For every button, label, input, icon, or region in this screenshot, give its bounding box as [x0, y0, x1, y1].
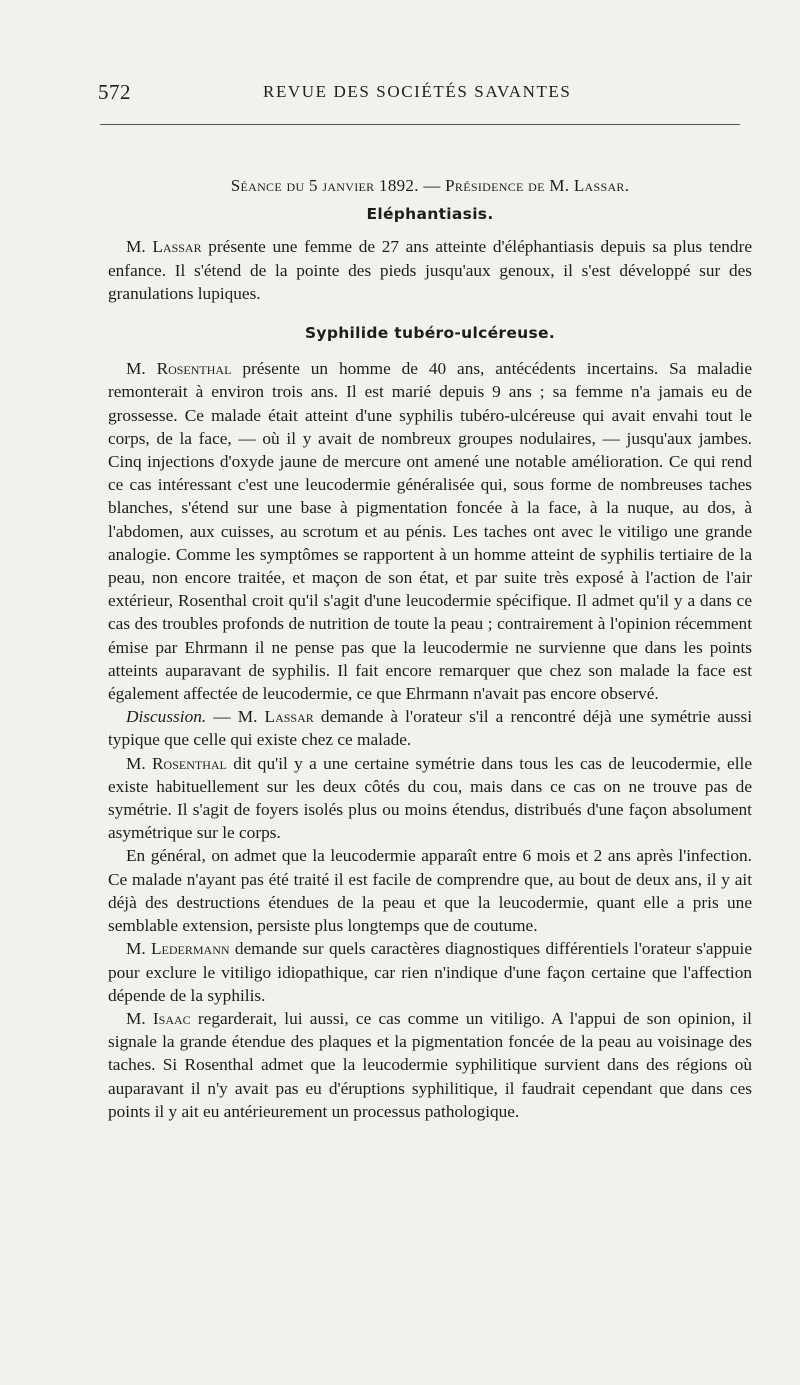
- paragraph: [108, 357, 752, 705]
- paragraph-text: demande à l'orateur s'il a rencontré déjà une symétrie aussi typique que celle qui existe chez ce malade.: [108, 707, 752, 750]
- paragraph-text: présente un homme de 40 ans, antécédents incertains. Sa maladie remonterait à environ trois ans. Il est marié depuis 9 ans ; sa femme n'a jamais eu de grossesse. Ce malade était atteint d'une syphilis tubéro-ulcéreuse qui avait envahi tout le corps, de la face, — où il y avait de nombreux groupes nodulaires, — jusqu'aux jambes. Cinq injections d'oxyde jaune de mercure ont amené une notable amélioration. Ce qui rend ce cas intéressant c'est une leucodermie généralisée qui, sous forme de nombreuses taches blanches, s'étend sur une base à pigmentation foncée à la face, à la nuque, au dos, à l'abdomen, aux cuisses, au scrotum et au pénis. Les taches ont avec le vitiligo une grande analogie. Comme les symptômes se rapportent à un homme atteint de syphilis tertiaire de la peau, non encore traitée, et maçon de son état, et par suite très exposé à l'action de l'air extérieur, Rosenthal croit qu'il s'agit d'une leucodermie spécifique. Il admet qu'il y a dans ce cas des troubles profonds de nutrition de toute la peau ; contrairement à l'opinion récemment émise par Ehrmann il ne pense pas que la leucodermie ne survienne que dans les points atteints auparavant de syphilis. Il fait encore remarquer que chez son malade la face est également affectée de leucodermie, ce que Ehrmann n'avait pas encore observé.: [108, 359, 752, 704]
- journal-title: REVUE DES SOCIÉTÉS SAVANTES: [263, 82, 572, 101]
- section-title-syphilide: Syphilide tubéro-ulcéreuse.: [304, 324, 556, 343]
- paragraph: [108, 705, 752, 751]
- speaker-name: M. Rosenthal: [126, 753, 227, 773]
- speaker-name: M. Rosenthal: [126, 359, 232, 379]
- paragraph: [108, 937, 752, 1007]
- paragraph-text: demande sur quels caractères diagnostiques différentiels l'orateur s'appuie pour exclure le vitiligo idiopathique, car rien n'indique d'une façon certaine que l'affection dépende de la syphilis.: [108, 939, 752, 1005]
- paragraph: [108, 1007, 752, 1123]
- speaker-name: M. Lassar: [237, 707, 314, 727]
- running-head: [98, 80, 753, 110]
- paragraph: [108, 844, 752, 937]
- speaker-name: M. Isaac: [126, 1008, 191, 1028]
- paragraph: [108, 752, 752, 845]
- paragraph-text: dit qu'il y a une certaine symétrie dans tous les cas de leucodermie, elle existe habituellement sur les deux côtés du cou, mais dans ce cas on ne trouve pas de symétrie. Il s'agit de foyers isolés plus ou moins étendus, distribués d'une façon absolument asymétrique sur le corps.: [108, 753, 752, 843]
- paragraph: [108, 235, 752, 305]
- session-date: Séance du 5 janvier 1892.: [230, 176, 419, 195]
- paragraph-text: présente une femme de 27 ans atteinte d'éléphantiasis depuis sa plus tendre enfance. Il s'étend de la pointe des pieds jusqu'aux genoux, il s'est développé sur des granulations lupiques.: [108, 237, 752, 303]
- dash: —: [206, 707, 238, 727]
- session-presidency: — Présidence de M. Lassar.: [423, 176, 630, 195]
- speaker-name: M. Ledermann: [126, 939, 230, 959]
- paragraph-text: En général, on admet que la leucodermie apparaît entre 6 mois et 2 ans après l'infection. Ce malade n'ayant pas été traité il est facile de comprendre que, au bout de deux ans, il y ait déjà des destructions étendues de la peau et que la leucodermie, quant elle a pris une semblable extension, persiste plus longtemps que de coutume.: [108, 846, 752, 936]
- discussion-label: Discussion.: [126, 707, 207, 727]
- paragraph-text: regarderait, lui aussi, ce cas comme un vitiligo. A l'appui de son opinion, il signale la grande étendue des plaques et la pigmentation foncée de la peau au voisinage des taches. Si Rosenthal admet que la leucodermie syphilitique survient dans des régions où auparavant il n'y avait pas eu d'éruptions syphilitique, il faudrait cependant que dans ces points il y ait eu antérieurement un processus pathologique.: [108, 1008, 752, 1121]
- section-title-elephantiasis: Eléphantiasis.: [366, 205, 494, 224]
- session-heading: [108, 174, 752, 197]
- speaker-name: M. Lassar: [126, 237, 202, 257]
- header-rule: [100, 124, 740, 125]
- page-number: 572: [98, 80, 131, 104]
- article-body: [108, 174, 752, 1123]
